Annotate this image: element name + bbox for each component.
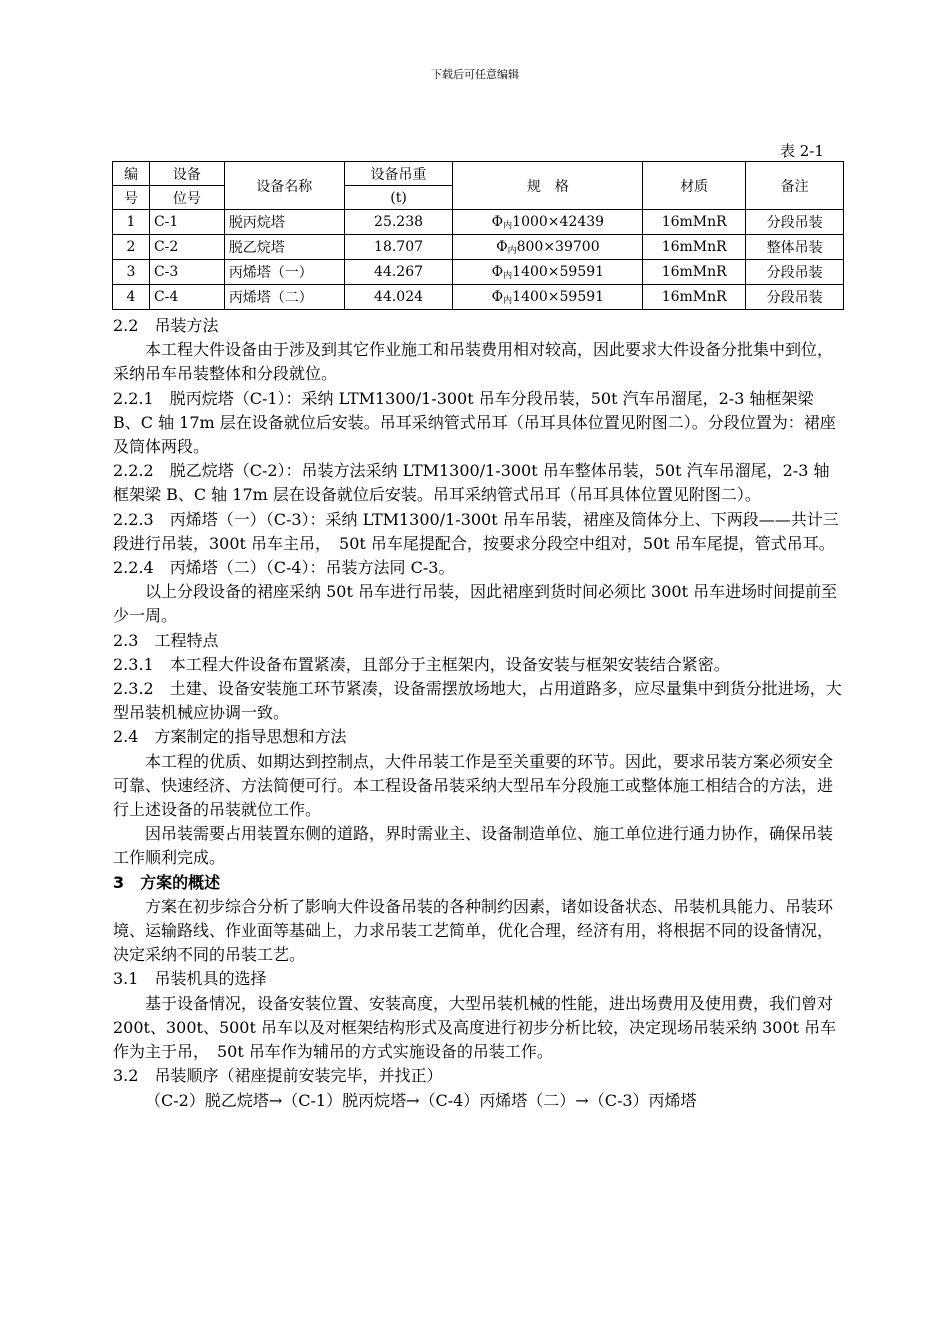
col-header-spec: 规 格 — [453, 162, 643, 210]
cell-material: 16mMnR — [643, 260, 746, 285]
col-header-note: 备注 — [746, 162, 844, 210]
cell-material: 16mMnR — [643, 235, 746, 260]
section-heading: 3.1 吊装机具的选择 — [113, 969, 267, 989]
section-heading: 2.2.4 丙烯塔（二）（C-4）：吊装方法同 C-3。 — [113, 558, 455, 578]
cell-no: 1 — [113, 210, 150, 235]
cell-no: 2 — [113, 235, 150, 260]
table-row — [113, 235, 844, 260]
cell-name: 脱乙烷塔 — [224, 235, 344, 260]
table-label: 表 2-1 — [780, 142, 824, 160]
section-heading: 2.4 方案制定的指导思想和方法 — [113, 727, 347, 747]
cell-spec: $\Phi_内1000\times 42439$ — [453, 210, 643, 235]
cell-note: 分段吊装 — [746, 285, 844, 310]
col-header-no-2: 号 — [113, 186, 150, 210]
section-heading: 2.3.2 土建、设备安装施工环节紧凑，设备需摆放场地大，占用道路多，应尽量集中到货分批进场，大型吊装机械应协调一致。 — [113, 679, 842, 723]
body-paragraph: 因吊装需要占用装置东侧的道路，界时需业主、设备制造单位、施工单位进行通力协作，确保吊装工作顺利完成。 — [113, 824, 834, 868]
cell-note: 分段吊装 — [746, 210, 844, 235]
cell-name: 丙烯塔（一） — [224, 260, 344, 285]
equipment-table — [112, 161, 844, 310]
cell-weight: 44.267 — [344, 260, 453, 285]
body-paragraph: （C-2）脱乙烷塔→（C-1）脱丙烷塔→（C-4）丙烯塔（二）→（C-3）丙烯塔 — [145, 1090, 697, 1110]
cell-weight: 44.024 — [344, 285, 453, 310]
cell-weight: 18.707 — [344, 235, 453, 260]
cell-material: 16mMnR — [643, 210, 746, 235]
cell-note: 分段吊装 — [746, 260, 844, 285]
col-header-no: 编 — [113, 162, 150, 186]
section-heading: 2.2.3 丙烯塔（一）（C-3）：采纳 LTM1300/1-300t 吊车吊装，裙座及筒体分上、下两段——共计三段进行吊装，300t 吊车主吊， 50t 吊车尾提配合，按要求分段空中组对，50t 吊车尾提，管式吊耳。 — [113, 509, 839, 553]
cell-spec: $\Phi_内800\times 39700$ — [453, 235, 643, 260]
cell-position: C-2 — [149, 235, 224, 260]
body-paragraph: 本工程的优质、如期达到控制点，大件吊装工作是至关重要的环节。因此，要求吊装方案必须安全可靠、快速经济、方法简便可行。本工程设备吊装采纳大型吊车分段施工或整体施工相结合的方法，进行上述设备的吊装就位工作。 — [113, 751, 834, 820]
cell-position: C-3 — [149, 260, 224, 285]
cell-material: 16mMnR — [643, 285, 746, 310]
document-body — [113, 314, 843, 1113]
table-row — [113, 285, 844, 310]
section-heading: 2.2 吊装方法 — [113, 316, 219, 335]
section-heading: 2.3 工程特点 — [113, 630, 219, 650]
col-header-name: 设备名称 — [224, 162, 344, 210]
section-heading: 2.2.2 脱乙烷塔（C-2）：吊装方法采纳 LTM1300/1-300t 吊车整体吊装，50t 汽车吊溜尾，2-3 轴框架梁 B、C 轴 17m 层在设备就位后安装。吊耳采纳管式吊耳（吊耳具体位置见附图二）。 — [113, 461, 830, 505]
section-heading: 3.2 吊装顺序（裙座提前安装完毕，并找正） — [113, 1066, 443, 1086]
table-header-row — [113, 162, 844, 186]
col-header-weight-2: (t) — [344, 186, 453, 210]
cell-position: C-1 — [149, 210, 224, 235]
cell-spec: $\Phi_内1400\times 59591$ — [453, 260, 643, 285]
col-header-material: 材质 — [643, 162, 746, 210]
cell-no: 3 — [113, 260, 150, 285]
section-heading: 2.3.1 本工程大件设备布置紧凑，且部分于主框架内，设备安装与框架安装结合紧密。 — [113, 654, 730, 674]
cell-name: 脱丙烷塔 — [224, 210, 344, 235]
body-paragraph: 本工程大件设备由于涉及到其它作业施工和吊装费用相对较高，因此要求大件设备分批集中到位，采纳吊车吊装整体和分段就位。 — [113, 340, 834, 384]
body-paragraph: 以上分段设备的裙座采纳 50t 吊车进行吊装，因此裙座到货时间必须比 300t 吊车进场时间提前至少一周。 — [113, 582, 838, 626]
section-heading: 2.2.1 脱丙烷塔（C-1）：采纳 LTM1300/1-300t 吊车分段吊装，50t 汽车吊溜尾，2-3 轴框架梁 B、C 轴 17m 层在设备就位后安装。吊耳采纳管式吊耳（吊耳具体位置见附图二）。分段位置为：裙座及筒体两段。 — [113, 388, 836, 457]
table-row — [113, 260, 844, 285]
col-header-pos: 设备 — [149, 162, 224, 186]
page-header: 下载后可任意编辑 — [431, 68, 519, 81]
cell-weight: 25.238 — [344, 210, 453, 235]
cell-note: 整体吊装 — [746, 235, 844, 260]
section-heading: 3 方案的概述 — [113, 872, 221, 892]
body-paragraph: 方案在初步综合分析了影响大件设备吊装的各种制约因素，诸如设备状态、吊装机具能力、吊装环境、运输路线、作业面等基础上，力求吊装工艺简单，优化合理，经济有用，将根据不同的设备情况，决定采纳不同的吊装工艺。 — [113, 896, 834, 965]
body-paragraph: 基于设备情况，设备安装位置、安装高度，大型吊装机械的性能，进出场费用及使用费，我们曾对 200t、300t、500t 吊车以及对框架结构形式及高度进行初步分析比较，决定现场吊装采纳 300t 吊车作为主于吊， 50t 吊车作为辅吊的方式实施设备的吊装工作。 — [113, 993, 837, 1062]
col-header-weight: 设备吊重 — [344, 162, 453, 186]
table-row — [113, 210, 844, 235]
cell-name: 丙烯塔（二） — [224, 285, 344, 310]
cell-position: C-4 — [149, 285, 224, 310]
col-header-pos-2: 位号 — [149, 186, 224, 210]
cell-no: 4 — [113, 285, 150, 310]
cell-spec: $\Phi_内1400\times 59591$ — [453, 285, 643, 310]
